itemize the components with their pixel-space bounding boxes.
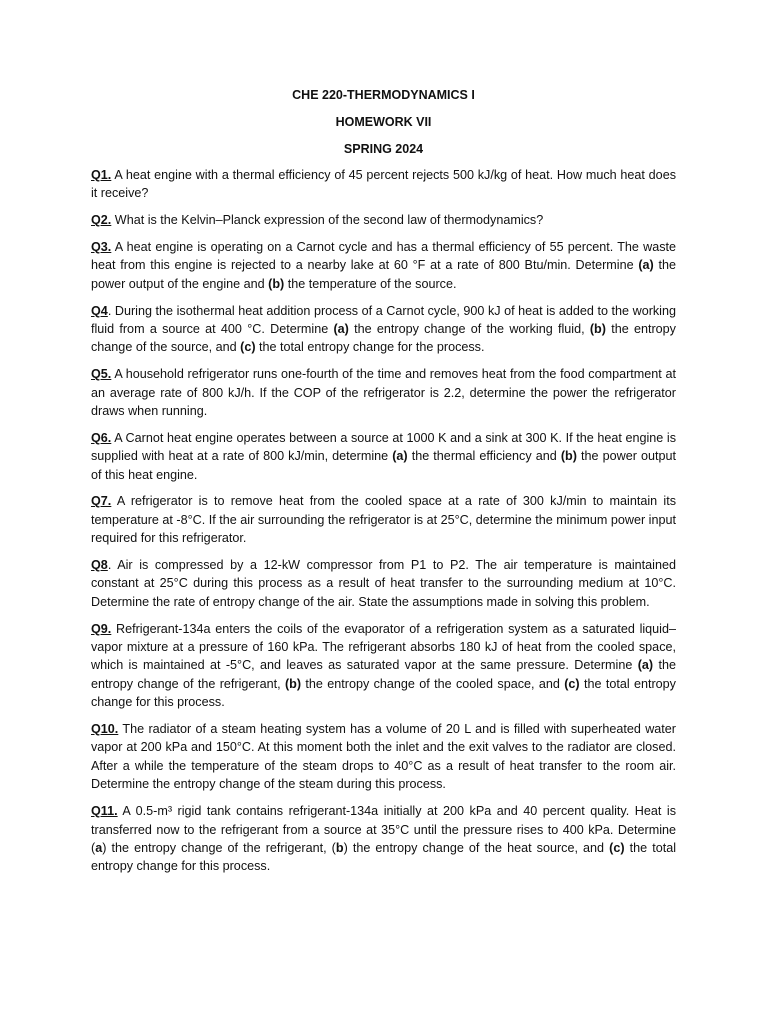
question-10 [91, 720, 676, 794]
part-label: (b) [560, 449, 577, 464]
question-text: the total entropy change for the process. [255, 340, 485, 355]
question-number: Q6. [91, 430, 112, 445]
question-5 [91, 365, 676, 420]
question-number: Q8 [91, 558, 108, 573]
part-label: (b) [589, 322, 606, 337]
question-7 [91, 492, 676, 547]
question-text: Refrigerant-134a enters the coils of the evaporator of a refrigeration system as a saturated liquid–vapor mixture at a pressure of 160 kPa. The refrigerant absorbs 180 kJ of heat from the cooled space, which is maintained at -5°C, and leaves as saturated vapor at the same pressure. Determine [91, 621, 676, 673]
question-text: the entropy change of the cooled space, and [301, 676, 565, 691]
question-3 [91, 238, 676, 293]
question-1 [91, 166, 676, 203]
assignment-title: HOMEWORK VII [335, 115, 432, 129]
question-number: Q4 [91, 303, 108, 318]
part-label: a [95, 840, 103, 855]
question-text: the entropy change of the source, and [91, 322, 676, 355]
question-text: . During the isothermal heat addition process of a Carnot cycle, 900 kJ of heat is added to the working fluid from a source at 400 °C. Determine [91, 303, 676, 337]
question-text: the entropy change of the working fluid, [348, 322, 590, 337]
question-text: the entropy change of the refrigerant, [91, 658, 676, 691]
question-text: A heat engine with a thermal efficiency of 45 percent rejects 500 kJ/kg of heat. How much heat does it receive? [91, 168, 676, 201]
question-number: Q10. [91, 722, 119, 737]
question-text: the total entropy change for this process. [91, 840, 676, 874]
question-text: ) the entropy change of the heat source, and [343, 840, 610, 855]
question-text: the power output of this heat engine. [91, 449, 676, 482]
question-text: The radiator of a steam heating system has a volume of 20 L and is filled with superheated water vapor at 200 kPa and 150°C. At this moment both the inlet and the exit valves to the radiator are closed. After a while the temperature of the steam drops to 40°C as a result of heat transfer to the room air. Determine the entropy change of the steam during this process. [91, 722, 676, 792]
part-label: (b) [268, 276, 285, 291]
question-text: the power output of the engine and [91, 258, 676, 291]
question-text: the temperature of the source. [284, 276, 457, 291]
question-number: Q3. [91, 240, 112, 254]
question-list [91, 166, 676, 876]
question-number: Q7. [91, 494, 112, 509]
part-label: (c) [240, 340, 256, 355]
question-text: ) the entropy change of the refrigerant, ( [102, 840, 336, 855]
question-text: . Air is compressed by a 12-kW compressor from P1 to P2. The air temperature is maintained constant at 25°C during this process as a result of heat transfer to the surrounding medium at 10°C. Determine the rate of entropy change of the air. State the assumptions made in solving this problem. [91, 558, 676, 609]
question-text: A 0.5-m³ rigid tank contains refrigerant-134a initially at 200 kPa and 40 percent quality. Heat is transferred now to the refrigerant from a source at 35°C until the pressure rises to 400 kPa. Determine ( [91, 804, 676, 855]
question-8 [91, 556, 676, 611]
part-label: (b) [284, 676, 302, 691]
question-text: A heat engine is operating on a Carnot cycle and has a thermal efficiency of 55 percent. The waste heat from this engine is rejected to a nearby lake at 60 °F at a rate of 800 Btu/min. Determine [91, 240, 676, 273]
part-label: (a) [638, 258, 654, 273]
question-2 [91, 211, 676, 229]
question-text: the thermal efficiency and [407, 449, 561, 464]
question-number: Q2. [91, 213, 112, 228]
document-page [91, 86, 676, 884]
question-text: A household refrigerator runs one-fourth of the time and removes heat from the food compartment at an average rate of 800 kJ/h. If the COP of the refrigerator is 2.2, determine the power the refrigerator draws when running. [91, 367, 676, 419]
question-number: Q5. [91, 367, 112, 382]
part-label: (a) [637, 658, 654, 673]
term-title: SPRING 2024 [343, 142, 424, 156]
part-label: (a) [392, 449, 408, 464]
part-label: (c) [564, 676, 580, 691]
question-11 [91, 802, 676, 876]
question-text: A refrigerator is to remove heat from the cooled space at a rate of 300 kJ/min to maintain its temperature at -8°C. If the air surrounding the refrigerator is at 25°C, determine the minimum power input required for this refrigerator. [91, 494, 676, 546]
part-label: b [335, 840, 344, 855]
question-text: A Carnot heat engine operates between a source at 1000 K and a sink at 300 K. If the heat engine is supplied with heat at a rate of 800 kJ/min, determine [91, 430, 676, 464]
question-4 [91, 302, 676, 357]
part-label: (a) [333, 322, 349, 337]
question-6 [91, 429, 676, 484]
question-9 [91, 620, 676, 712]
course-title: CHE 220-THERMODYNAMICS I [292, 88, 475, 102]
question-number: Q1. [91, 168, 112, 182]
part-label: (c) [609, 840, 625, 855]
question-number: Q9. [91, 621, 112, 636]
question-text: What is the Kelvin–Planck expression of the second law of thermodynamics? [111, 213, 544, 228]
question-number: Q11. [91, 804, 118, 819]
question-text: the total entropy change for this process. [91, 676, 676, 710]
